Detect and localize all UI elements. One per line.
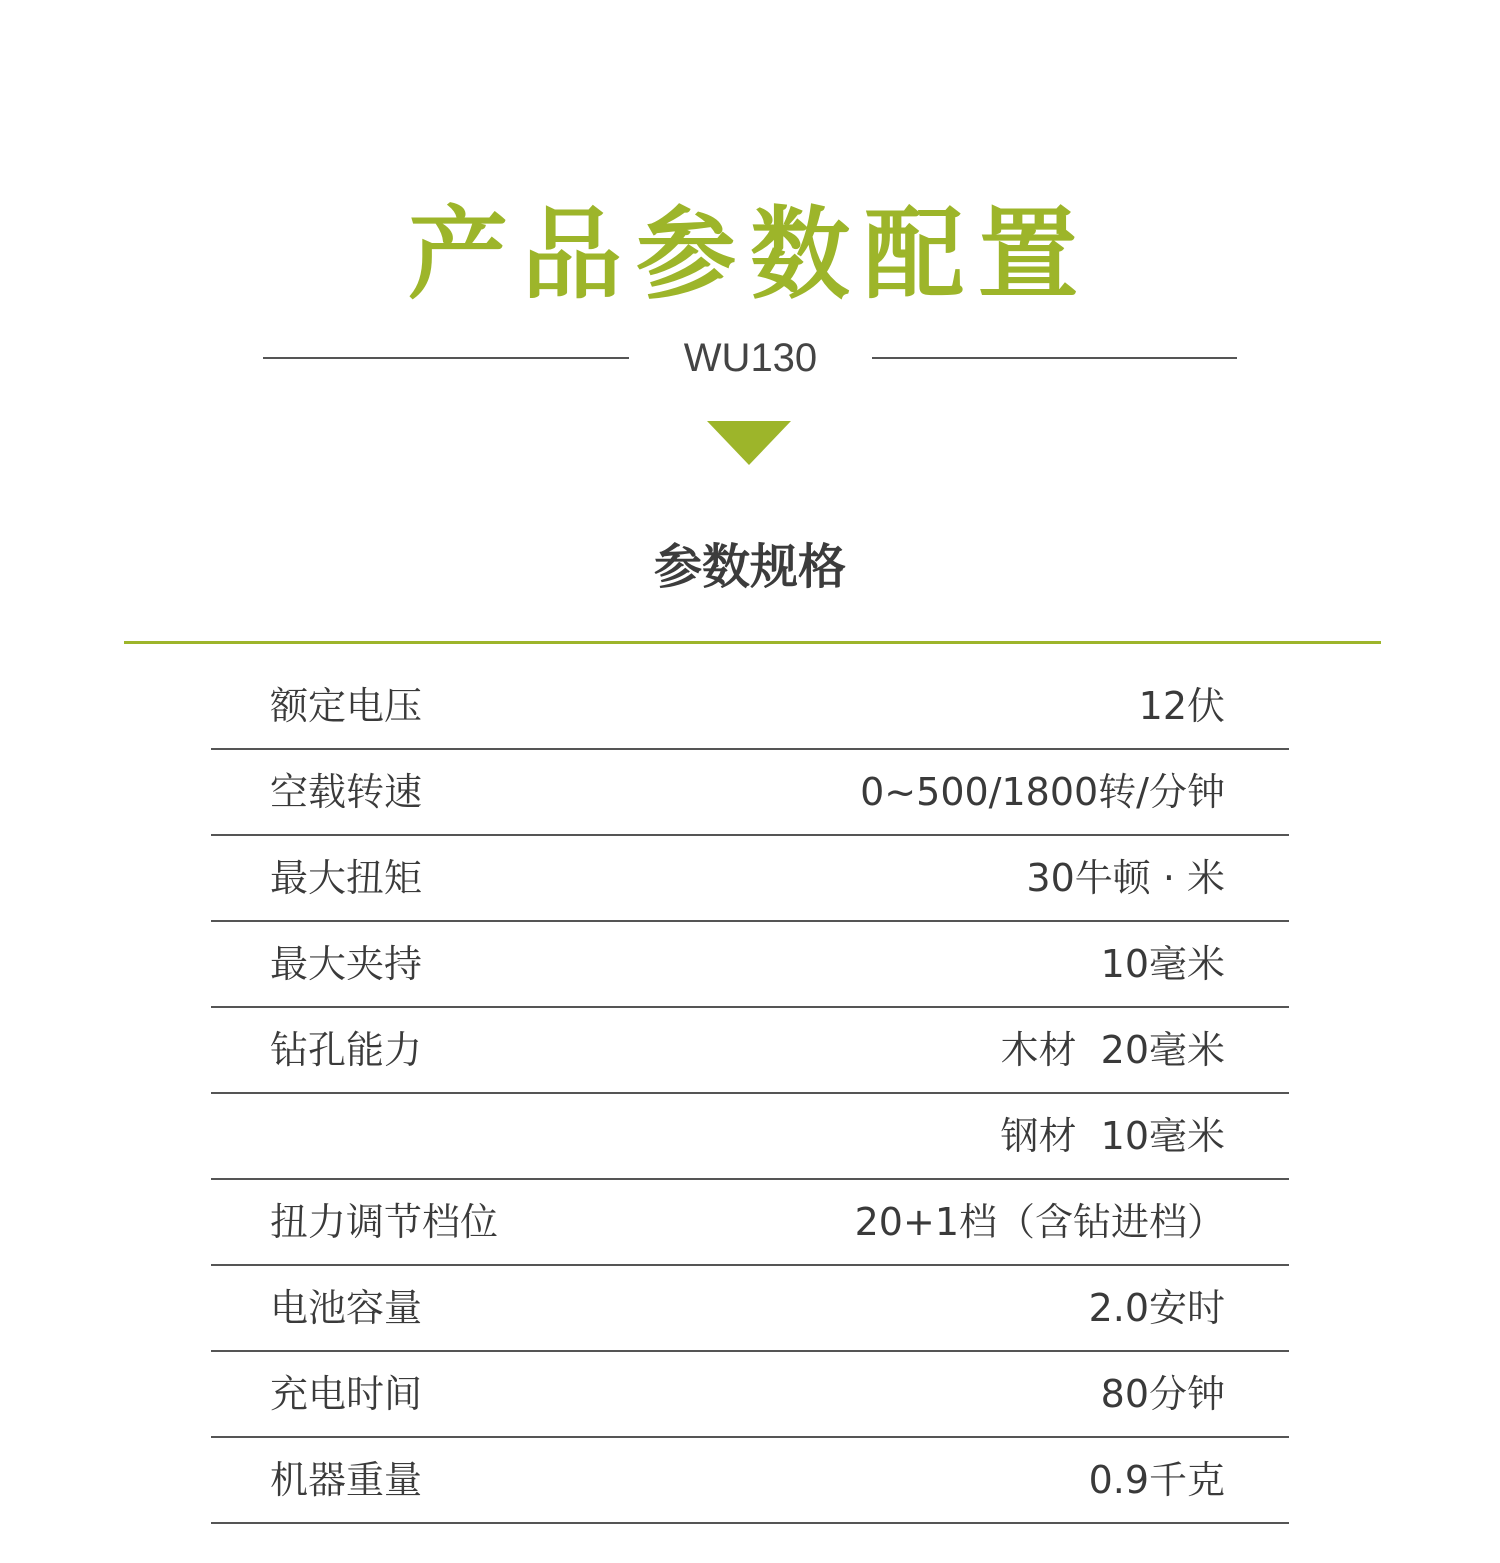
spec-value: 10毫米 xyxy=(1100,942,1225,986)
down-triangle-icon xyxy=(707,421,791,465)
spec-value: 0.9千克 xyxy=(1088,1458,1225,1502)
spec-row-charging-time xyxy=(211,1352,1289,1438)
spec-label: 机器重量 xyxy=(270,1458,423,1502)
spec-label: 电池容量 xyxy=(270,1286,423,1330)
spec-label: 空载转速 xyxy=(270,770,423,814)
spec-row-no-load-speed xyxy=(211,750,1289,836)
spec-label: 最大扭矩 xyxy=(270,856,423,900)
spec-value: 80分钟 xyxy=(1100,1372,1225,1416)
spec-row-max-chuck xyxy=(211,922,1289,1008)
spec-value: 0~500/1800转/分钟 xyxy=(860,770,1225,814)
spec-row-torque-settings xyxy=(211,1180,1289,1266)
divider-line-right xyxy=(872,357,1237,359)
spec-row-weight xyxy=(211,1438,1289,1524)
spec-value: 20+1档（含钻进档） xyxy=(854,1200,1225,1244)
spec-value: 2.0安时 xyxy=(1088,1286,1225,1330)
spec-value: 木材 20毫米 xyxy=(1000,1028,1225,1072)
accent-rule xyxy=(124,641,1381,644)
spec-value: 30牛顿 · 米 xyxy=(1026,856,1225,900)
page-title: 产品参数配置 xyxy=(408,196,1092,313)
spec-row-drilling-wood xyxy=(211,1008,1289,1094)
spec-table xyxy=(211,664,1289,1524)
spec-row-battery-capacity xyxy=(211,1266,1289,1352)
spec-value: 12伏 xyxy=(1138,684,1225,728)
model-divider xyxy=(0,330,1500,386)
spec-label: 扭力调节档位 xyxy=(270,1200,499,1244)
spec-row-drilling-steel xyxy=(211,1094,1289,1180)
section-title: 参数规格 xyxy=(653,539,846,595)
spec-row-rated-voltage xyxy=(211,664,1289,750)
model-number: WU130 xyxy=(683,336,818,380)
spec-label: 额定电压 xyxy=(270,684,423,728)
spec-label: 钻孔能力 xyxy=(270,1028,423,1072)
spec-value: 钢材 10毫米 xyxy=(1000,1114,1225,1158)
spec-label: 最大夹持 xyxy=(270,942,423,986)
spec-row-max-torque xyxy=(211,836,1289,922)
spec-label: 充电时间 xyxy=(270,1372,423,1416)
divider-line-left xyxy=(263,357,629,359)
